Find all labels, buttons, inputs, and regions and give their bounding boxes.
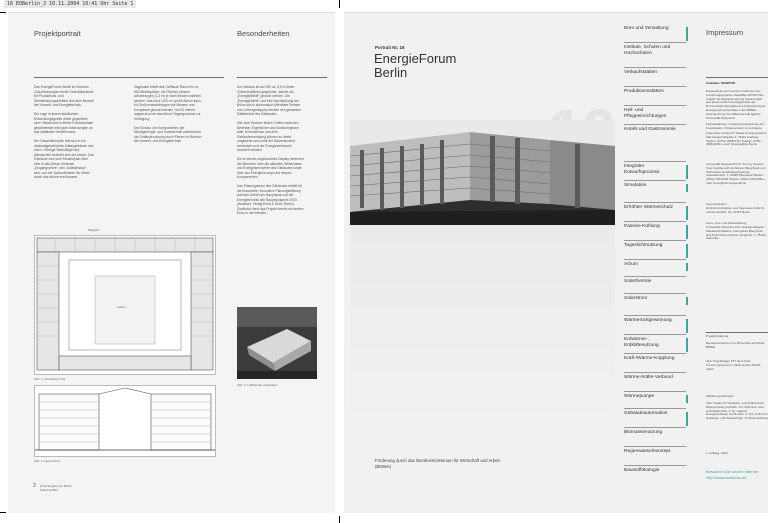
- divider: [237, 77, 327, 78]
- divider: [624, 427, 686, 428]
- sidebar-item-label: Hotels und Gastronomie: [624, 127, 676, 132]
- divider: [624, 276, 686, 277]
- accent-bar: [686, 206, 688, 220]
- sidebar-item-solarstrom[interactable]: [624, 296, 688, 304]
- sidebar-item-verkauf[interactable]: [624, 70, 688, 84]
- impressum-intro: Dieses Dokument wurde im Rahmen des Forschungsprojekts »SolarBau:MONITOR« erstellt. Die Begleitforschung dokumentiert und kommuniziert die Ergebnisse der Demonstrationsprojekte des Förderkonzepts Energieoptimiertes Bauen des BMWA. Verantwortung für Fallbeispiel: Bergische Universität Wuppertal: [706, 90, 766, 120]
- divider: [624, 259, 686, 260]
- portrait-number: Portrait Nr. 16: [375, 45, 405, 50]
- cross-section-drawing: [35, 386, 215, 456]
- sidebar-item-heil[interactable]: [624, 108, 688, 122]
- divider: [624, 202, 686, 203]
- aerial-photo-image: [237, 307, 317, 379]
- sidebar-item-label: Wärmerückgewinnung: [624, 318, 672, 323]
- paragraph: Das Planungsteam des Gebäudes erhielt für die besondere, innovative Planungsleistung auf dem Gebiet der Bauphysik und der Energietechnik den Bauphysikpreis 2003 (Ausloser: Verlag Ernst & Sohn, Berlin). Zusätzlich fand das Projekt bereits ein breites Echo in den Medien.: [237, 184, 304, 215]
- paragraph: Der Einsatz von Komponenten der Niedrigenergie- und Solartechnik unterstreicht die Gebäudenutzung durch Firmen im Bereich der Umwelt- und Energietechnik.: [134, 125, 202, 143]
- impressum-figures: Titel: Institut für Gebäude- und Solartechnik, Braunschweig IGS Abb. 1-2: Rüthnick, Axel Architekten Abb. 3: Dr. Valentin EnergieSoftware GmbH Abb. 4, 6-9: Institut für Gebäude- und Solartechnik, TU Braunschweig: [706, 401, 768, 421]
- impressum-contact-heading: Kontaktadresse: Gesamtverantwortung und Koordination, Dokumentation und Analyse: [706, 123, 764, 130]
- accent-bar: [686, 338, 688, 352]
- impressum-brand: [706, 82, 768, 86]
- divider: [624, 221, 686, 222]
- sidebar-item-baustoff[interactable]: [624, 468, 688, 482]
- impressum-comm-heading: Kommunikation: [706, 202, 727, 206]
- caption-2: Abb. 2: Querschnitt: [34, 459, 60, 463]
- sidebar-item-label: Regenwasserkonzept: [624, 449, 671, 454]
- footer: 16 EnergieForum Berlin Stand 9/2004: [40, 484, 72, 492]
- sidebar-item-label: Solarthermie: [624, 279, 652, 284]
- impressum-teach: Universität Karlsruhe Prof. Andreas Wagner Fakultät Architektur, Fachgebiet Bauphysik und Technischer Ausbau, Englerstr. 7, 76128 Karlsruhe: [706, 226, 766, 241]
- heading-projektportrait: Projektportrait: [34, 29, 81, 38]
- plan-label-atrium: Atrium: [117, 305, 126, 309]
- title-line-2: Berlin: [374, 65, 408, 80]
- photo-fade: [350, 225, 615, 425]
- sidebar-item-label: Heil- und Pflegeeinrichtungen: [624, 108, 667, 119]
- sidebar-item-automation[interactable]: [624, 411, 688, 425]
- accent-bar: [686, 297, 688, 305]
- crop-mark: [0, 12, 6, 13]
- sidebar-item-simulation[interactable]: [624, 183, 688, 191]
- accent-bar: [686, 225, 688, 239]
- building-photo-image: [350, 120, 615, 225]
- impressum-funding-heading: Projektförderung: [706, 334, 729, 338]
- sidebar-item-label: Institute, Schulen und Hochschulen: [624, 45, 671, 56]
- divider: [706, 77, 768, 78]
- caption-1: Abb. 1: Grundriss 2.OG: [34, 377, 66, 381]
- impressum-comm: sinnhaft Architekten und Ingenieure Felix Dr. Löhnert Hohlstr. 30, 13355 Berlin: [706, 207, 765, 214]
- sidebar-item-biomasse[interactable]: [624, 430, 688, 444]
- sidebar-item-label: Erdwärme-, Erdkältenutzung: [624, 337, 659, 348]
- heading-besonderheiten: Besonderheiten: [237, 29, 290, 38]
- sidebar-item-verbund[interactable]: [624, 375, 688, 389]
- sidebar-item-label: Wärme-/Kälte-Verbund: [624, 375, 673, 380]
- accent-bar: [686, 165, 688, 179]
- sidebar-item-regenwasser[interactable]: [624, 449, 688, 463]
- divider: [624, 105, 686, 106]
- sidebar-item-label: Kraft-/Wärme-Kopplung: [624, 356, 675, 361]
- paragraph: Das EnergieForum Berlin im Zentrum Zukunftsenergien bietet Geschäftsräume für Produktions- und Dienstleistungsanbieter aus dem Bereich der Umwelt- und Energietechnik.: [34, 85, 94, 107]
- plan-label-magazin: Magazin: [88, 228, 100, 232]
- divider: [624, 334, 686, 335]
- sidebar-item-institute[interactable]: [624, 45, 688, 65]
- sidebar-item-label: Tageslichtnutzung: [624, 243, 663, 248]
- sidebar-item-integral[interactable]: [624, 164, 688, 178]
- divider: [624, 293, 686, 294]
- sidebar-item-kwk[interactable]: [624, 356, 688, 370]
- accent-bar: [686, 319, 688, 333]
- sidebar-item-label: Integraler Entwurfsprozess: [624, 164, 660, 175]
- paragraph: Der Neubau ist auf 190 ca. 8,5 m tiefen Ortbetonpfählen gegründet, welche als „Energiepfähle“ genutzt werden. Die „Energiepfähle“ und eine Nachkühlung der Büros durch automatisch öffenbare Fenster und Lüftungsklappen decken den gesamten Kältebedarf des Gebäudes.: [237, 85, 301, 116]
- divider: [624, 315, 686, 316]
- sidebar-item-kuehlung[interactable]: [624, 224, 688, 238]
- divider: [34, 77, 224, 78]
- title-line-1: EnergieForum: [374, 51, 457, 66]
- divider: [624, 67, 686, 68]
- divider: [624, 408, 686, 409]
- sidebar-item-label: Solarstrom: [624, 296, 648, 301]
- crop-mark: [339, 516, 340, 523]
- accent-bar: [686, 27, 688, 41]
- divider: [624, 446, 686, 447]
- caption-3: Abb. 3: Luftbild des Gebäudes: [237, 383, 278, 387]
- sidebar-item-produktion[interactable]: [624, 89, 688, 103]
- website-link[interactable]: http://www.solarbau.de: [706, 475, 747, 480]
- text-column-3: [237, 85, 305, 220]
- aerial-photo: [237, 307, 317, 379]
- crop-mark: [339, 0, 340, 8]
- impressum-edition: 1. Auflage, 2004: [706, 451, 728, 455]
- sidebar-item-label: Biomassenutzung: [624, 430, 663, 435]
- sidebar-item-solarthermie[interactable]: [624, 279, 688, 287]
- sidebar-item-label: Baustoffökologie: [624, 468, 660, 473]
- sidebar-item-label: Atrium: [624, 262, 638, 267]
- sidebar-item-waermeschutz[interactable]: [624, 205, 688, 219]
- divider: [624, 372, 686, 373]
- sidebar-item-label: Erhöhter Wärmeschutz: [624, 205, 674, 210]
- sidebar-item-hotels[interactable]: [624, 127, 688, 141]
- sidebar-item-label: Produktionsstätten: [624, 89, 664, 94]
- impressum-funding: Bundesministerium für Wirtschaft und Arbeit BMWA: [706, 341, 765, 349]
- paragraph: Der Gesamtkomplex teilt sich in ein denkmalgeschütztes Altbaugebäude und zwei L-förmige Seitenflügel auf, dazwischen befindet sich ein Atrium. Das Gebäude wird vom Strukturplan über eine in das Atrium führende „Eingangsröhre“, den „Kaleidoskop“, bzw. von der Spreeuferseite her direkt durch das Atrium erschlossen.: [34, 139, 94, 179]
- divider: [624, 391, 686, 392]
- divider: [624, 353, 686, 354]
- accent-bar: [686, 395, 688, 403]
- sidebar-item-label: Wärmepumpe: [624, 394, 655, 399]
- sidebar-item-atrium[interactable]: [624, 262, 688, 270]
- divider: [624, 240, 686, 241]
- file-label: 16 EOBerlin_2 10.11.2004 10:41 Uhr Seite 1: [4, 0, 136, 8]
- sidebar-item-label: Gebäudeautomation: [624, 411, 668, 416]
- accent-bar: [686, 184, 688, 192]
- divider: [624, 161, 686, 162]
- sidebar-item-label: Verkaufsstätten: [624, 70, 658, 75]
- sidebar-item-buero[interactable]: [624, 26, 688, 40]
- sidebar-item-waermepumpe[interactable]: [624, 394, 688, 402]
- impressum-title: Impressum: [706, 28, 744, 37]
- text-column-1: [34, 85, 94, 184]
- paragraph: Die Lage in einem städtischen Entwicklungsgebiet direkt gegenüber dem Ostbahnhof in Berlin-Friedrichshain gewährleistet eine gute Anbindungen an das städtische Verkehrsnetz.: [34, 112, 94, 134]
- page-number: 2: [33, 483, 36, 489]
- sidebar-item-label: Passive Kühlung: [624, 224, 660, 229]
- impressum-teach-heading: Lehre, Aus- und Weiterbildung: [706, 221, 747, 225]
- divider: [624, 465, 686, 466]
- building-photo: [350, 120, 615, 225]
- sidebar-item-tageslicht[interactable]: [624, 243, 688, 257]
- impressum-brand-text: SolarBau: MONITOR: [706, 81, 736, 85]
- page-title: [374, 52, 456, 80]
- impressum-contact-1: Fraunhofer-Institut für Solare Energiesysteme ISE Heidenhofstraße 2, 79110 Freiburg Telefon: (0761) 4588-5117 Telefax: (0761) 4588-9000 e-mail: hinweis@ise.fhg.de: [706, 132, 767, 147]
- accent-bar: [686, 244, 688, 258]
- sidebar-item-label: Simulation: [624, 183, 647, 188]
- impressum-contact-2: Universität Wuppertal Prof. Dr.-Ing. Karsten Voss Fachbereich Architektur Bauphysik und Technische Gebäudeausrüstung Pauluskirchstr. 7, 42285 Wuppertal Telefon: (0202) 439-4094 Telefax: (0202) 439-4296 e-mail: kvoss@uni-wuppertal.de: [706, 163, 766, 185]
- text-column-2: [134, 85, 202, 148]
- cross-section: [34, 385, 216, 457]
- impressum-funding-2: über Projektträger PTJ Herr Kratz, Forschungszentrum Jülich GmbH, 52425 Jülich: [706, 359, 761, 371]
- sidebar-item-waermerueck[interactable]: [624, 318, 688, 332]
- accent-bar: [686, 263, 688, 271]
- paragraph: Ein im Atrium angebrachtes Display informiert die Besucher über die aktuellen Wetterdaten und Energiekennwerte des Gebäudes sowie über das Energiekonzept und dessen Komponenten.: [237, 157, 304, 179]
- sidebar-item-erdwaerme[interactable]: [624, 337, 688, 351]
- crop-mark: [0, 512, 6, 513]
- divider: [624, 86, 686, 87]
- accent-bar: [686, 412, 688, 426]
- funding-note: Förderung durch das Bundesministerium für Wirtschaft und Arbeit (BMWA): [375, 458, 500, 469]
- divider: [624, 42, 686, 43]
- impressum-figures-heading: Abbildungsnachweis: [706, 394, 734, 398]
- divider: [706, 332, 768, 333]
- website-link-label: Besuchen Sie uns im Internet: [706, 469, 759, 474]
- sidebar-item-label: Büro und Verwaltung: [624, 26, 669, 31]
- divider: [624, 124, 686, 125]
- paragraph: Alle zwei Wochen finden Treffen zwischen Betreiber, Eigentümer und Monitoringteam statt. Erkenntnisse aus dem Gebäudemonitoring können so direkt umgesetzt und somit der Nutzerkomfort verbessert und der Energieverbrauch reduziert werden.: [237, 121, 299, 152]
- paragraph: Insgesamt bietet das Gebäude Raum für ca. 800 Arbeitsplätze, die Flächen können achsbezogen (1,3 m) je nach Bedarf unterteilt werden. Das rund 1200 m² große Atrium kann für Großveranstaltungen wie Messen und Kongresse genutzt werden, im EG stehen angrenzend an das Atrium Tagungsräume zur Verfügung.: [134, 85, 201, 121]
- divider: [624, 180, 686, 181]
